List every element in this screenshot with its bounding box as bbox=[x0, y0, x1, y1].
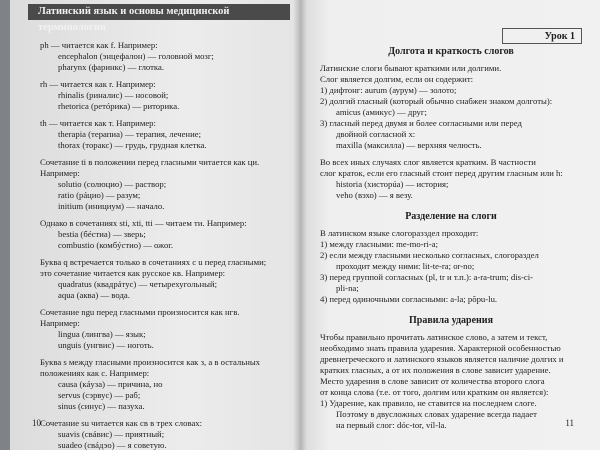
example-line: lingua (лингва) — язык; bbox=[58, 329, 146, 339]
example-line: causa (кáуза) — причина, но bbox=[58, 379, 163, 389]
example-line: servus (сэрвус) — раб; bbox=[58, 390, 141, 400]
example-line: therapia (терапиа) — терапия, лечение; bbox=[58, 129, 201, 139]
text-line: Сочетание ti в положении перед гласными читается как ци. bbox=[40, 157, 260, 167]
text-line: Буква q встречается только в сочетаниях с u перед гласными; bbox=[40, 257, 267, 267]
example-line: amicus (амикус) — друг; bbox=[336, 107, 427, 117]
example-line: rhinalis (риналис) — носовой; bbox=[58, 90, 169, 100]
text-line: Однако в сочетаниях sti, xti, tti — читаем ти. Например: bbox=[40, 218, 247, 228]
text-line: Во всех иных случаях слог является кратким. В частности bbox=[320, 157, 536, 167]
example-line: rhetorica (ретóрика) — риторика. bbox=[58, 101, 180, 111]
list-item: 3) гласный перед двумя и более согласными или перед bbox=[320, 118, 522, 128]
example-line: проходит между ними: lit-te-ra; or-no; bbox=[336, 261, 475, 271]
right-page-body bbox=[320, 46, 582, 431]
text-line: это сочетание читается как русское кв. Например: bbox=[40, 268, 226, 278]
example-line: pli-na; bbox=[336, 283, 359, 293]
example-line: на первый слог: dóc-tor, víl-la. bbox=[336, 420, 447, 430]
text-line: Например: bbox=[40, 168, 80, 178]
list-item: 3) перед группой согласных (pl, tr и т.п.): a-ra-trum; dis-ci- bbox=[320, 272, 534, 282]
text-line: rh — читается как r. Например: bbox=[40, 79, 156, 89]
right-page-number: 11 bbox=[565, 418, 574, 428]
example-line: historia (хисторúа) — история; bbox=[336, 179, 449, 189]
text-line: ph — читается как f. Например: bbox=[40, 40, 158, 50]
example-line: двойной согласной x: bbox=[336, 129, 416, 139]
text-line: Например: bbox=[40, 318, 80, 328]
example-line: bestia (бéстиа) — зверь; bbox=[58, 229, 146, 239]
text-line: древнегреческого и латинского языков является наличие долгих и bbox=[320, 354, 564, 364]
book-gutter bbox=[293, 0, 307, 450]
text-line: от конца слова (т.е. от того, долгим или кратким он является): bbox=[320, 387, 549, 397]
list-item: 2) если между гласными несколько согласных, слогораздел bbox=[320, 250, 539, 260]
text-line: Буква s между гласными произносится как з, а в остальных bbox=[40, 357, 261, 367]
section-title: Правила ударения bbox=[409, 315, 493, 326]
list-item: 1) Ударение, как правило, не ставится на последнем слоге. bbox=[320, 398, 537, 408]
example-line: solutio (солюцио) — раствор; bbox=[58, 179, 167, 189]
section-title: Долгота и краткость слогов bbox=[388, 46, 514, 57]
left-page-body bbox=[40, 40, 295, 450]
left-page bbox=[10, 0, 300, 450]
example-line: veho (вэхо) — я везу. bbox=[336, 190, 413, 200]
example-line: maxilla (максилла) — верхняя челюсть. bbox=[336, 140, 482, 150]
right-page-header: Урок 1 bbox=[502, 28, 582, 44]
example-line: aqua (аква) — вода. bbox=[58, 290, 130, 300]
example-line: thorax (торакс) — грудь, грудная клетка. bbox=[58, 140, 207, 150]
left-page-number: 10 bbox=[32, 418, 41, 428]
text-line: Сочетание ngu перед гласными произносится как нгв. bbox=[40, 307, 240, 317]
text-line: положениях как с. Например: bbox=[40, 368, 150, 378]
list-item: 4) перед одиночными согласными: a-la; põpu-lu. bbox=[320, 294, 498, 304]
text-line: Слог является долгим, если он содержит: bbox=[320, 74, 474, 84]
example-line: quadratus (квадрáтус) — четырехугольный; bbox=[58, 279, 218, 289]
example-line: sinus (синус) — пазуха. bbox=[58, 401, 145, 411]
text-line: Латинские слоги бывают краткими или долгими. bbox=[320, 63, 502, 73]
example-line: ratio (рáцио) — разум; bbox=[58, 190, 141, 200]
example-line: encephalon (энцефалон) — головной мозг; bbox=[58, 51, 214, 61]
text-line: th — читается как т. Например: bbox=[40, 118, 156, 128]
example-line: initium (инициум) — начало. bbox=[58, 201, 165, 211]
text-line: Чтобы правильно прочитать латинское слово, а затем и текст, bbox=[320, 332, 548, 342]
section-title: Разделение на слоги bbox=[405, 211, 497, 222]
example-line: unguis (унгвис) — ноготь. bbox=[58, 340, 154, 350]
text-line: слог краток, если его гласный стоит перед другим гласным или h: bbox=[320, 168, 563, 178]
text-line: необходимо знать правила ударения. Характерной особенностью bbox=[320, 343, 561, 353]
text-line: Место ударения в слове зависит от количества второго слога bbox=[320, 376, 545, 386]
text-line: В латинском языке слогоразздел проходит: bbox=[320, 228, 479, 238]
list-item: 1) между гласными: me-mo-ri-a; bbox=[320, 239, 439, 249]
example-line: combustio (комбýстио) — ожог. bbox=[58, 240, 174, 250]
example-line: suavis (свáвис) — приятный; bbox=[58, 429, 165, 439]
left-page-header: Латинский язык и основы медицинской терминологии bbox=[28, 4, 290, 20]
example-line: pharynx (фаринкс) — глотка. bbox=[58, 62, 165, 72]
text-line: Сочетание su читается как св в трех словах: bbox=[40, 418, 203, 428]
example-line: Поэтому в двусложных словах ударение всегда падает bbox=[336, 409, 537, 419]
list-item: 1) дифтонг: aurum (аурум) — золото; bbox=[320, 85, 457, 95]
text-line: кратких гласных, а от их положения в слове зависит ударение. bbox=[320, 365, 551, 375]
right-page bbox=[300, 0, 600, 450]
list-item: 2) долгий гласный (который обычно снабжен знаком долготы): bbox=[320, 96, 553, 106]
example-line: suadeo (свáдэо) — я советую. bbox=[58, 440, 167, 450]
